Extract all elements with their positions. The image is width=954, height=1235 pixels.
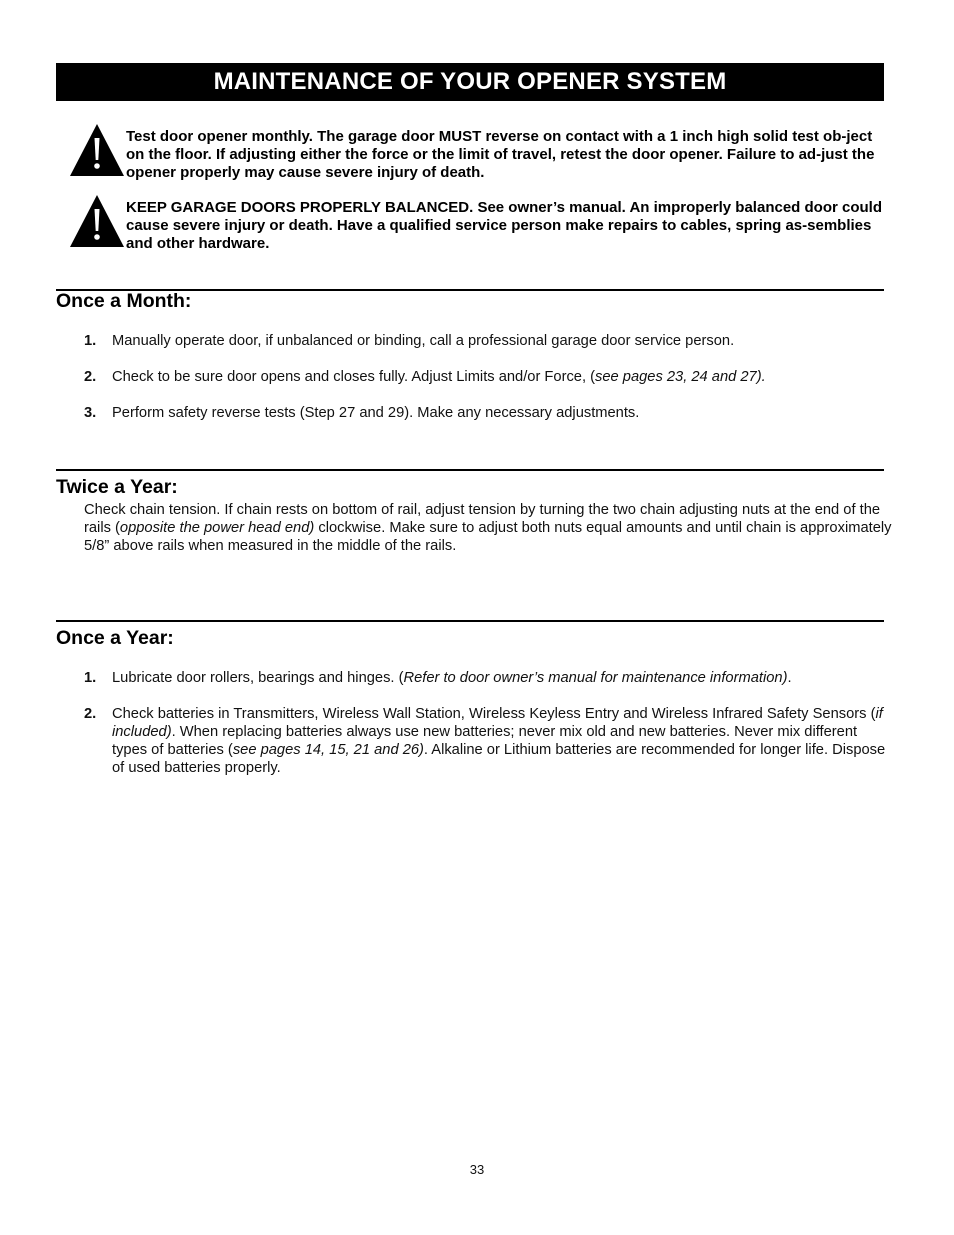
item-number: 2. xyxy=(84,369,97,385)
warning-text-2: KEEP GARAGE DOORS PROPERLY BALANCED. See owner’s manual. An improperly balanced door could cause severe injury or death. Have a qualified service person make repairs to cables, spring as-semblies and other hardware. xyxy=(126,199,882,252)
item-number: 1. xyxy=(84,333,97,349)
item-text: Check to be sure door opens and closes fully. Adjust Limits and/or Force, (see pages 23, 24 and 27). xyxy=(112,369,766,385)
warning-block-2 xyxy=(70,199,890,253)
item-text: Perform safety reverse tests (Step 27 and 29). Make any necessary adjustments. xyxy=(112,405,640,421)
section-heading-twice-yearly: Twice a Year: xyxy=(56,476,178,498)
page-title: MAINTENANCE OF YOUR OPENER SYSTEM xyxy=(56,63,884,101)
item-number: 1. xyxy=(84,670,97,686)
warning-text-1: Test door opener monthly. The garage door MUST reverse on contact with a 1 inch high solid test ob-ject on the floor. If adjusting either the force or the limit of travel, retest the door opener. Failure to ad-just the opener properly may cause severe injury of death. xyxy=(126,128,875,181)
list-item xyxy=(84,368,896,386)
page-number: 33 xyxy=(469,1162,485,1177)
list-item xyxy=(84,404,896,422)
section-divider xyxy=(56,469,884,471)
section-divider xyxy=(56,620,884,622)
item-number: 3. xyxy=(84,405,97,421)
list-item xyxy=(84,332,896,350)
list-item xyxy=(84,705,896,777)
warning-block-1 xyxy=(70,128,890,182)
warning-triangle-icon xyxy=(70,124,124,176)
item-number: 2. xyxy=(84,706,97,722)
warning-triangle-icon xyxy=(70,195,124,247)
section-heading-monthly: Once a Month: xyxy=(56,290,192,312)
twice-year-text: Check chain tension. If chain rests on bottom of rail, adjust tension by turning the two chain adjusting nuts at the end of the rails (opposite the power head end) clockwise. Make sure to adjust both nuts equal amounts and until chain is approximately 5/8” above rails when measured in the middle of the rails. xyxy=(84,502,892,554)
item-text: Manually operate door, if unbalanced or binding, call a professional garage door service person. xyxy=(112,333,735,349)
item-text: Lubricate door rollers, bearings and hinges. (Refer to door owner’s manual for maintenance information). xyxy=(112,670,792,686)
section-heading-yearly: Once a Year: xyxy=(56,627,174,649)
item-text: Check batteries in Transmitters, Wireless Wall Station, Wireless Keyless Entry and Wireless Infrared Safety Sensors (if included). When replacing batteries always use new batteries; never mix old and new batteries. Never mix different types of batteries (see pages 14, 15, 21 and 26). Alkaline or Lithium batteries are recommended for longer life. Dispose of used batteries properly. xyxy=(112,706,886,776)
list-item xyxy=(84,669,896,687)
